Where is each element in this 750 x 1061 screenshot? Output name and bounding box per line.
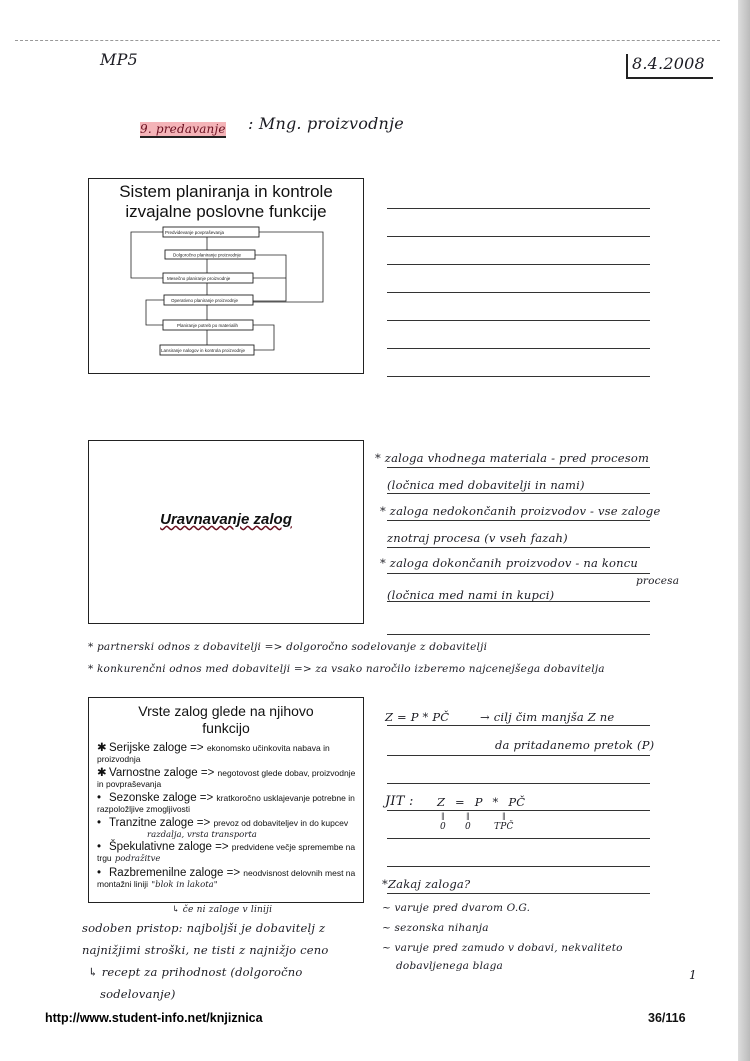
handwritten-label: JIT : — [385, 794, 414, 809]
date: 8.4.2008 — [626, 54, 713, 79]
slide-title-line: funkcijo — [202, 720, 250, 736]
bullet-icon: • — [97, 867, 102, 879]
handwritten-formula: Z = P * PČ — [385, 710, 450, 724]
flow-label: Lansiranje nalogov in kontrola proizvodnje — [161, 348, 246, 353]
slide-title-line: Vrste zalog glede na njihovo — [138, 703, 314, 719]
note-line — [387, 725, 650, 726]
note-line — [387, 348, 650, 349]
flow-label: Dolgoročno planiranje proizvodnje — [173, 252, 242, 258]
handwritten-note: * zaloga dokončanih proizvodov - na koncu — [380, 556, 639, 570]
handwritten-note: * zaloga vhodnega materiala - pred procesom — [375, 451, 650, 465]
bullet-desc: neodvisnost delovnih mest na montažni liniji — [97, 868, 356, 889]
note-line — [387, 866, 650, 867]
handwritten-note: znotraj procesa (v vseh fazah) — [387, 531, 568, 545]
handwritten-note: najnižjimi stroški, ne tisti z najnižjo ceno — [82, 943, 329, 957]
handwritten-note: * zaloga nedokončanih proizvodov - vse zaloge — [380, 504, 661, 518]
handwritten-page-number: 1 — [689, 968, 697, 982]
note-line — [387, 320, 650, 321]
handwritten-note: * partnerski odnos z dobavitelji => dolgoročno sodelovanje z dobavitelji — [88, 641, 488, 653]
handwritten-note: da pritadanemo pretok (P) — [495, 738, 655, 752]
lecture-topic: : Mng. proizvodnje — [248, 114, 404, 133]
jit-value: TPČ — [494, 822, 514, 832]
note-line — [387, 493, 650, 494]
jit-value: 0 — [465, 822, 471, 832]
bullet-name: Špekulativne zaloge => — [109, 841, 229, 853]
note-line — [387, 547, 650, 548]
flow-label: Predvidevanje povpraševanja — [165, 230, 225, 235]
jit-mark: ‖ — [502, 812, 506, 820]
bullet-item — [97, 842, 357, 865]
jit-value: 0 — [440, 822, 446, 832]
note-line — [387, 208, 650, 209]
jit-mark: ‖ — [466, 812, 470, 820]
bullet-desc: ekonomsko učinkovita nabava in proizvodnja — [97, 743, 330, 764]
handwritten-annotation: podražitve — [114, 854, 161, 864]
bullet-name: Tranzitne zaloge => — [109, 817, 211, 829]
handwritten-annotation: "blok in lakota" — [151, 880, 218, 890]
lecture-number: 9. predavanje — [140, 122, 226, 136]
handwritten-note: * konkurenčni odnos med dobavitelji => za vsako naročilo izberemo najcenejšega dobavitelja — [88, 663, 605, 675]
note-line — [387, 573, 650, 574]
note-line — [387, 838, 650, 839]
bullet-list — [97, 743, 357, 894]
slide-planning-system — [88, 178, 364, 374]
slide-title-line: Sistem planiranja in kontrole — [119, 182, 333, 201]
bullet-item — [97, 768, 357, 790]
handwritten-note: dobavljenega blaga — [396, 960, 504, 972]
bullet-desc: prevoz od dobaviteljev in do kupcev — [213, 818, 349, 828]
handwritten-note: sodoben pristop: najboljši je dobavitelj z — [82, 921, 326, 935]
bullet-item — [97, 793, 357, 815]
note-line — [387, 755, 650, 756]
bullet-item — [97, 868, 357, 891]
bullet-name: Sezonske zaloge => — [109, 792, 214, 804]
note-line — [387, 292, 650, 293]
handwritten-heading: *Zakaj zaloga? — [382, 877, 471, 891]
star-icon: ✱ — [97, 767, 107, 779]
slide-inventory-balancing — [88, 440, 364, 624]
handwritten-note: ~ varuje pred dvarom O.G. — [382, 902, 531, 914]
jit-mark: ‖ — [441, 812, 445, 820]
bullet-icon: • — [97, 792, 102, 804]
star-icon: ✱ — [97, 742, 107, 754]
note-line — [387, 376, 650, 377]
handwritten-annotation: razdalja, vrsta transporta — [147, 830, 257, 840]
handwritten-note: sodelovanje) — [100, 987, 176, 1001]
handwritten-note: ~ varuje pred zamudo v dobavi, nekvaliteto — [382, 942, 623, 954]
handwritten-note: ↳ recept za prihodnost (dolgoročno — [88, 965, 303, 979]
note-line — [387, 467, 650, 468]
note-line — [387, 264, 650, 265]
handwritten-note: ↳ če ni zaloge v liniji — [172, 905, 273, 915]
scan-edge — [738, 0, 750, 1061]
note-line — [387, 634, 650, 635]
handwritten-note: procesa — [636, 575, 680, 587]
flow-label: Mesečno planiranje proizvodnje — [167, 276, 231, 281]
slide-inventory-types — [88, 697, 364, 903]
bullet-desc: kratkoročno usklajevanje potrebne in razpoložljive zmogljivosti — [97, 793, 355, 814]
flow-label: Operativno planiranje proizvodnje — [171, 298, 239, 303]
footer-page-count: 36/116 — [648, 1011, 686, 1025]
bullet-item — [97, 743, 357, 765]
handwritten-note: → cilj čim manjša Z ne — [480, 710, 615, 724]
bullet-name: Razbremenilne zaloge => — [109, 867, 241, 879]
flowchart — [89, 179, 363, 373]
note-line — [387, 893, 650, 894]
slide-title-line: izvajalne poslovne funkcije — [125, 202, 327, 221]
bullet-icon: • — [97, 817, 102, 829]
bullet-desc: predvidene večje spremembe na trgu — [97, 842, 356, 863]
handwritten-note: (ločnica med nami in kupci) — [387, 588, 555, 602]
handwritten-note: ~ sezonska nihanja — [382, 922, 489, 934]
bullet-name: Varnostne zaloge => — [109, 767, 215, 779]
bullet-icon: • — [97, 841, 102, 853]
note-line — [387, 520, 650, 521]
handwritten-note: (ločnica med dobavitelji in nami) — [387, 478, 585, 492]
page-top-border — [15, 40, 720, 41]
course-code: MP5 — [100, 50, 138, 69]
handwritten-formula: Z = P * PČ — [437, 795, 526, 809]
flow-label: Planiranje potreb po materialih — [177, 323, 239, 328]
bullet-name: Serijske zaloge => — [109, 742, 204, 754]
footer-link[interactable]: http://www.student-info.net/knjiznica — [45, 1011, 263, 1025]
bullet-desc: negotovost glede dobav, proizvodnje in povpraševanja — [97, 768, 356, 789]
note-line — [387, 810, 650, 811]
slide-title: Uravnavanje zalog — [160, 511, 292, 528]
note-line — [387, 783, 650, 784]
note-line — [387, 236, 650, 237]
slide-title — [89, 703, 363, 737]
